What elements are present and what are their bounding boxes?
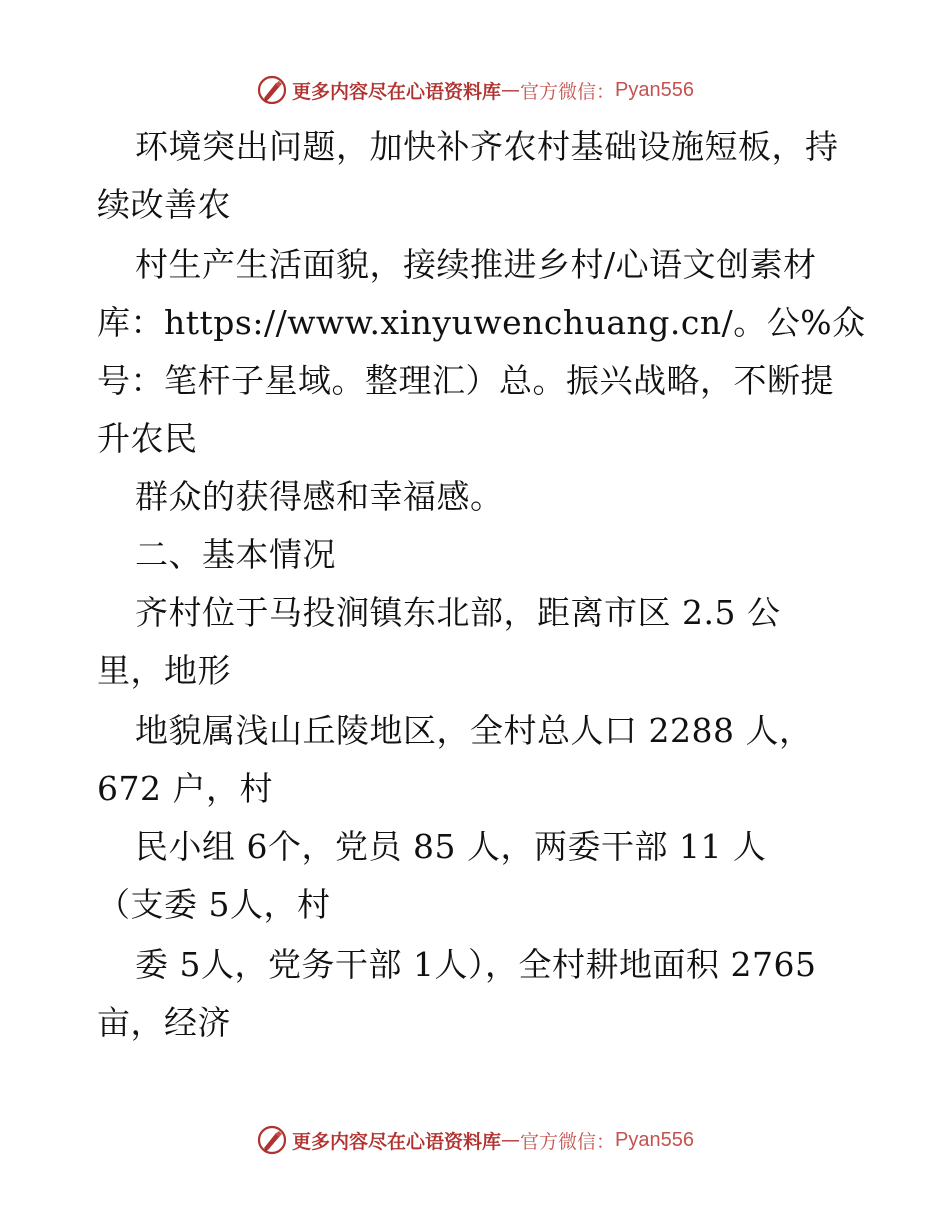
body-line: 齐村位于马投涧镇东北部，距离市区 2.5 公 (135, 593, 781, 632)
watermark-dash: — (501, 1129, 521, 1151)
body-line: 续改善农 (97, 185, 231, 224)
pen-logo-icon (256, 1124, 288, 1156)
footer-watermark (0, 1120, 950, 1160)
body-line: 民小组 6个，党员 85 人，两委干部 11 人 (135, 827, 767, 866)
body-line: 村生产生活面貌，接续推进乡村/心语文创素材 (135, 245, 817, 284)
watermark-text: 更多内容尽在心语资料库 (292, 1130, 502, 1153)
body-line: 672 户，村 (97, 769, 273, 808)
watermark-text: 更多内容尽在心语资料库 (292, 80, 502, 103)
header-watermark (0, 70, 950, 110)
body-line: 群众的获得感和幸福感。 (135, 477, 504, 516)
body-line: 号：笔杆子星域。整理汇）总。振兴战略，不断提 (97, 361, 834, 400)
body-line: （支委 5人，村 (97, 885, 331, 924)
watermark-dash: — (501, 79, 521, 101)
body-line: 亩，经济 (97, 1003, 231, 1042)
body-line: 库：https://www.xinyuwenchuang.cn/。公%众 (97, 303, 866, 342)
body-line: 地貌属浅山丘陵地区，全村总人口 2288 人， (135, 711, 813, 750)
watermark-official-label: 官方微信： (520, 80, 616, 103)
body-line: 升农民 (97, 419, 198, 458)
body-line: 环境突出问题，加快补齐农村基础设施短板，持 (135, 127, 839, 166)
pen-logo-icon (256, 74, 288, 106)
watermark-account: Pyan556 (615, 78, 694, 101)
section-heading: 二、基本情况 (135, 535, 336, 574)
watermark-official-label: 官方微信： (520, 1130, 616, 1153)
body-line: 委 5人，党务干部 1人），全村耕地面积 2765 (135, 945, 817, 984)
body-line: 里，地形 (97, 651, 231, 690)
watermark-account: Pyan556 (615, 1128, 694, 1151)
